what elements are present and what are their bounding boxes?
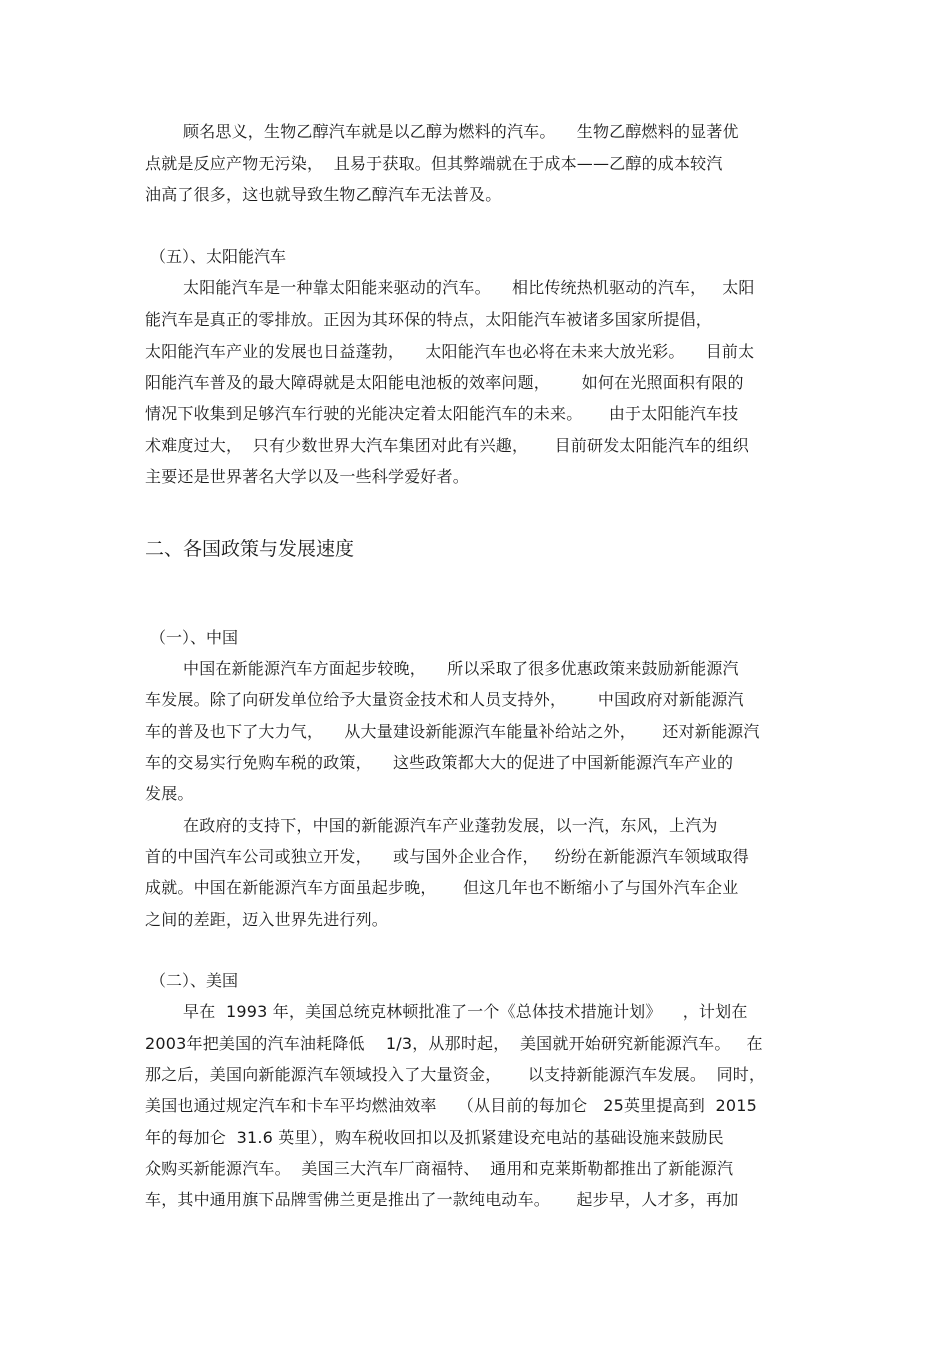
paragraph-line: 点就是反应产物无污染， 且易于获取。但其弊端就在于成本——乙醇的成本较汽 <box>145 154 723 173</box>
paragraph-line: 众购买新能源汽车。 美国三大汽车厂商福特、 通用和克莱斯勒都推出了新能源汽 <box>145 1159 734 1178</box>
paragraph-line: 年的每加仑 31.6 英里），购车税收回扣以及抓紧建设充电站的基础设施来鼓励民 <box>145 1128 724 1147</box>
paragraph-line: 那之后，美国向新能源汽车领域投入了大量资金， 以支持新能源汽车发展。 同时， <box>145 1065 766 1084</box>
section-title-usa: （二）、美国 <box>150 971 239 990</box>
paragraph-line: 顾名思义，生物乙醇汽车就是以乙醇为燃料的汽车。 生物乙醇燃料的显著优 <box>183 122 739 141</box>
paragraph-line: 之间的差距，迈入世界先进行列。 <box>145 910 389 929</box>
section-title-china: （一）、中国 <box>150 628 239 647</box>
paragraph-line: 早在 1993 年，美国总统克林顿批准了一个《总体技术措施计划》 ，计划在 <box>183 1002 748 1021</box>
paragraph-line: 主要还是世界著名大学以及一些科学爱好者。 <box>145 467 470 486</box>
paragraph-line: 能汽车是真正的零排放。正因为其环保的特点，太阳能汽车被诸多国家所提倡， <box>145 310 713 329</box>
paragraph-line: 2003年把美国的汽车油耗降低 1/3，从那时起， 美国就开始研究新能源汽车。 在 <box>145 1034 763 1053</box>
paragraph-line: 情况下收集到足够汽车行驶的光能决定着太阳能汽车的未来。 由于太阳能汽车技 <box>145 404 739 423</box>
paragraph-line: 油高了很多，这也就导致生物乙醇汽车无法普及。 <box>145 185 502 204</box>
paragraph-line: 在政府的支持下，中国的新能源汽车产业蓬勃发展，以一汽，东风，上汽为 <box>183 816 718 835</box>
paragraph-line: 太阳能汽车产业的发展也日益蓬勃， 太阳能汽车也必将在未来大放光彩。 目前太 <box>145 342 755 361</box>
paragraph-line: 车的交易实行免购车税的政策， 这些政策都大大的促进了中国新能源汽车产业的 <box>145 753 734 772</box>
chapter-heading: 二、各国政策与发展速度 <box>145 538 355 560</box>
paragraph-line: 车的普及也下了大力气， 从大量建设新能源汽车能量补给站之外， 还对新能源汽 <box>145 722 760 741</box>
paragraph-line: 车发展。除了向研发单位给予大量资金技术和人员支持外， 中国政府对新能源汽 <box>145 690 744 709</box>
section-title-solar: （五）、太阳能汽车 <box>150 247 287 266</box>
paragraph-line: 中国在新能源汽车方面起步较晚， 所以采取了很多优惠政策来鼓励新能源汽 <box>183 659 739 678</box>
paragraph-line: 成就。中国在新能源汽车方面虽起步晚， 但这几年也不断缩小了与国外汽车企业 <box>145 878 739 897</box>
paragraph-line: 首的中国汽车公司或独立开发， 或与国外企业合作， 纷纷在新能源汽车领域取得 <box>145 847 750 866</box>
paragraph-line: 美国也通过规定汽车和卡车平均燃油效率 （从目前的每加仑 25英里提高到 2015 <box>145 1096 758 1115</box>
paragraph-line: 太阳能汽车是一种靠太阳能来驱动的汽车。 相比传统热机驱动的汽车， 太阳 <box>183 278 755 297</box>
paragraph-line: 阳能汽车普及的最大障碍就是太阳能电池板的效率问题， 如何在光照面积有限的 <box>145 373 744 392</box>
paragraph-line: 术难度过大， 只有少数世界大汽车集团对此有兴趣， 目前研发太阳能汽车的组织 <box>145 436 750 455</box>
paragraph-line: 发展。 <box>145 784 194 803</box>
paragraph-line: 车，其中通用旗下品牌雪佛兰更是推出了一款纯电动车。 起步早，人才多，再加 <box>145 1190 739 1209</box>
